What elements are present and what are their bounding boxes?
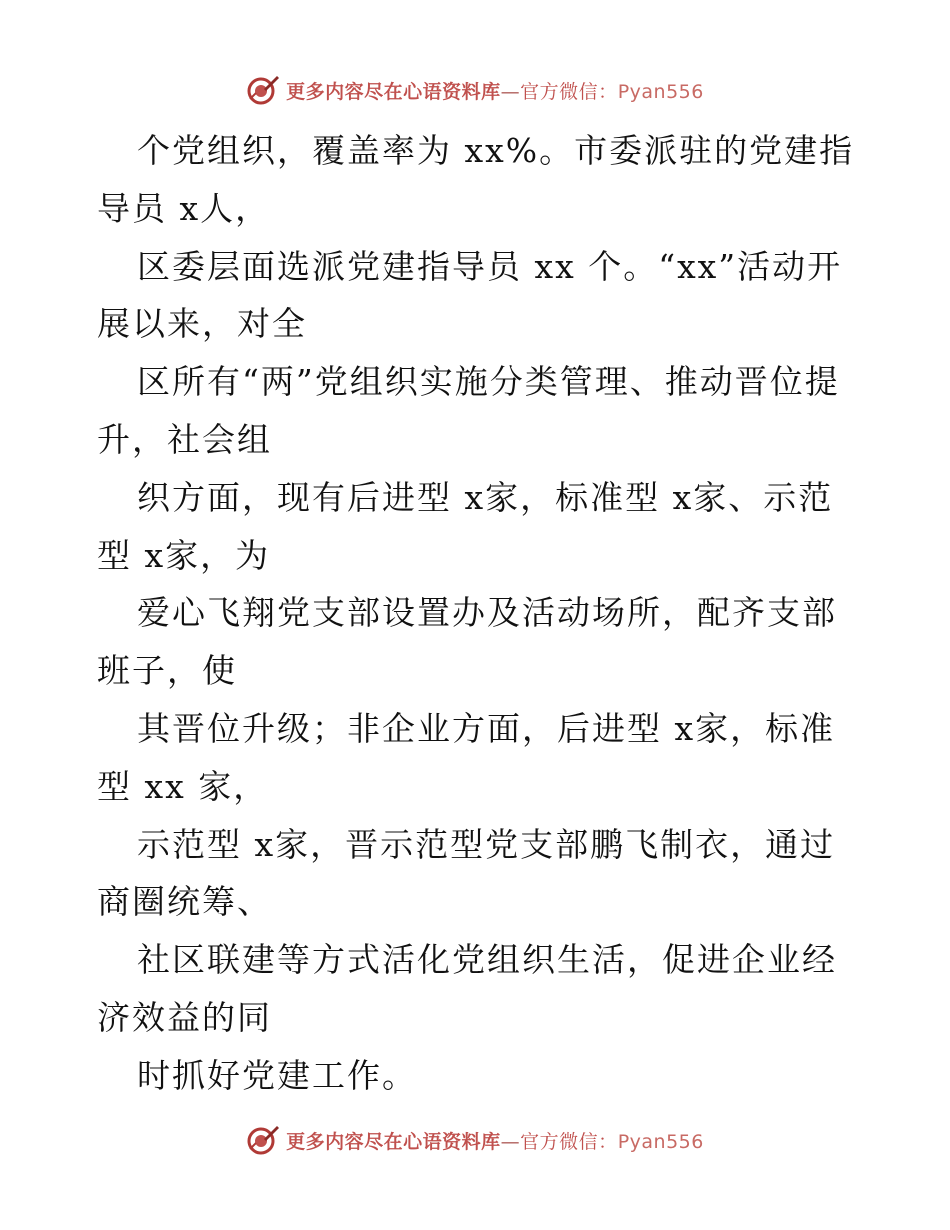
watermark-group: [246, 1123, 704, 1157]
paragraph: 区所有“两”党组织实施分类管理、推动晋位提升，社会组: [97, 362, 840, 459]
watermark-label: 官方微信：: [520, 1130, 618, 1153]
paragraph: 爱心飞翔党支部设置办及活动场所，配齐支部班子，使: [97, 593, 837, 691]
watermark-separator: —: [500, 80, 521, 103]
paragraph: 社区联建等方式活化党组织生活，促进企业经济效益的同: [97, 940, 837, 1037]
paragraph: 个党组织，覆盖率为 xx%。市委派驻的党建指导员 x人，: [97, 131, 855, 228]
watermark-group: [246, 73, 704, 107]
footer-watermark: [0, 1120, 950, 1160]
watermark-label: 官方微信：: [520, 80, 618, 103]
document-body: [97, 122, 857, 1105]
quill-seal-logo-icon: [246, 1123, 280, 1157]
watermark-main-text: 更多内容尽在心语资料库: [286, 80, 501, 103]
quill-seal-logo-icon: [246, 73, 280, 107]
paragraph: 示范型 x家，晋示范型党支部鹏飞制衣，通过商圈统筹、: [97, 824, 836, 922]
watermark-wechat-id: Pyan556: [617, 80, 704, 103]
paragraph: 织方面，现有后进型 x家，标准型 x家、示范型 x家，为: [97, 477, 834, 575]
watermark-text: [286, 77, 704, 104]
paragraph: 时抓好党建工作。: [137, 1055, 417, 1095]
header-watermark: [0, 70, 950, 110]
watermark-main-text: 更多内容尽在心语资料库: [286, 1130, 501, 1153]
paragraph: 区委层面选派党建指导员 xx 个。“xx”活动开展以来，对全: [97, 246, 843, 344]
watermark-separator: —: [500, 1130, 521, 1153]
paragraph: 其晋位升级；非企业方面，后进型 x家，标准型 xx 家，: [97, 708, 836, 806]
watermark-text: [286, 1127, 704, 1154]
watermark-wechat-id: Pyan556: [617, 1130, 704, 1153]
